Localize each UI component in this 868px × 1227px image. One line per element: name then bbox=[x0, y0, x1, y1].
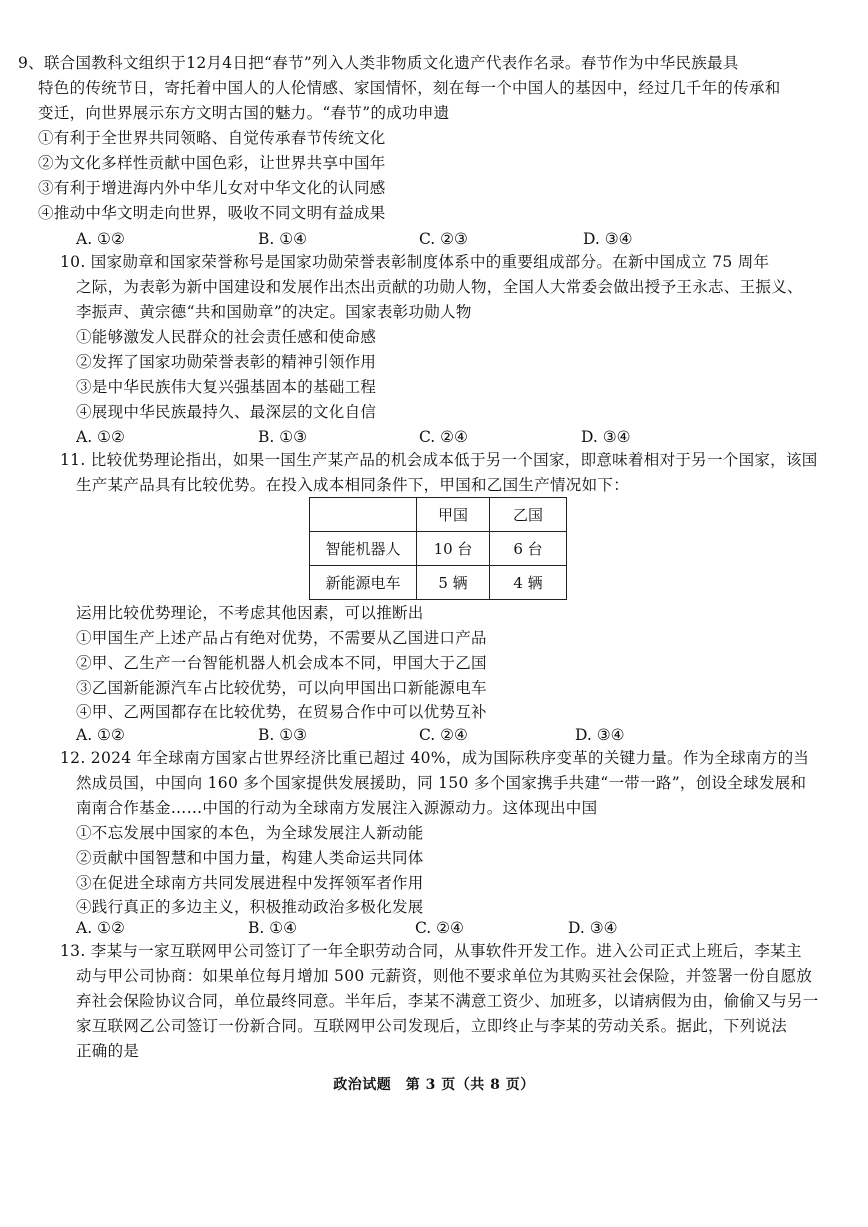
production-table bbox=[309, 497, 567, 600]
table-cell: 4 辆 bbox=[490, 566, 567, 600]
q12-line-2: 然成员国，中国向 160 多个国家提供发展援助，同 150 多个国家携手共建“一带一路”，创设全球发展和 bbox=[76, 774, 807, 792]
q11-option-4: ④甲、乙两国都存在比较优势，在贸易合作中可以优势互补 bbox=[76, 703, 487, 721]
q10-line-3: 李振声、黄宗德“共和国勋章”的决定。国家表彰功勋人物 bbox=[76, 303, 472, 321]
q12-line-3: 南南合作基金……中国的行动为全球南方发展注入源源动力。这体现出中国 bbox=[76, 799, 598, 817]
q9-option-2: ②为文化多样性贡献中国色彩，让世界共享中国年 bbox=[38, 154, 386, 172]
page-footer: 政治试题 第 3 页（共 8 页） bbox=[333, 1077, 535, 1093]
q12-option-1: ①不忘发展中国家的本色，为全球发展注人新动能 bbox=[76, 824, 424, 842]
q12-choice-d: D. ③④ bbox=[568, 919, 618, 937]
table-cell: 6 台 bbox=[490, 532, 567, 566]
q10-line-1: 10. 国家勋章和国家荣誉称号是国家功勋荣誉表彰制度体系中的重要组成部分。在新中国成立 75 周年 bbox=[60, 253, 770, 271]
q9-choice-b: B. ①④ bbox=[258, 230, 308, 248]
q12-line-1: 12. 2024 年全球南方国家占世界经济比重已超过 40%，成为国际秩序变革的关键力量。作为全球南方的当 bbox=[60, 749, 810, 767]
q11-choice-a: A. ①② bbox=[76, 726, 125, 744]
q12-option-3: ③在促进全球南方共同发展进程中发挥领军者作用 bbox=[76, 874, 424, 892]
q11-choice-c: C. ②④ bbox=[419, 726, 468, 744]
q13-line-1: 13. 李某与一家互联网甲公司签订了一年全职劳动合同，从事软件开发工作。进入公司正式上班后，李某主 bbox=[60, 942, 802, 960]
q13-line-5: 正确的是 bbox=[76, 1042, 140, 1060]
q12-choice-a: A. ①② bbox=[76, 919, 125, 937]
q12-option-4: ④践行真正的多边主义，积极推动政治多极化发展 bbox=[76, 898, 424, 916]
q9-choice-d: D. ③④ bbox=[583, 230, 633, 248]
q10-line-2: 之际，为表彰为新中国建设和发展作出杰出贡献的功勋人物，全国人大常委会做出授予王永志、王振义、 bbox=[76, 278, 803, 296]
q9-option-1: ①有利于全世界共同领略、自觉传承春节传统文化 bbox=[38, 129, 386, 147]
q10-option-4: ④展现中华民族最持久、最深层的文化自信 bbox=[76, 403, 377, 421]
table-cell: 10 台 bbox=[417, 532, 490, 566]
q10-choice-b: B. ①③ bbox=[258, 428, 308, 446]
table-row bbox=[310, 566, 567, 600]
q12-option-2: ②贡献中国智慧和中国力量，构建人类命运共同体 bbox=[76, 849, 424, 867]
q11-line-3: 运用比较优势理论，不考虑其他因素，可以推断出 bbox=[76, 604, 424, 622]
q10-choice-a: A. ①② bbox=[76, 428, 125, 446]
q9-line-3: 变迁，向世界展示东方文明古国的魅力。“春节”的成功申遗 bbox=[38, 104, 450, 122]
q11-option-1: ①甲国生产上述产品占有绝对优势，不需要从乙国进口产品 bbox=[76, 629, 487, 647]
q11-choice-d: D. ③④ bbox=[575, 726, 625, 744]
table-cell: 新能源电车 bbox=[310, 566, 417, 600]
q9-option-3: ③有利于增进海内外中华儿女对中华文化的认同感 bbox=[38, 179, 386, 197]
q10-choice-c: C. ②④ bbox=[419, 428, 468, 446]
q10-option-1: ①能够激发人民群众的社会责任感和使命感 bbox=[76, 328, 377, 346]
table-header-cell: 甲国 bbox=[417, 498, 490, 532]
q12-choice-b: B. ①④ bbox=[248, 919, 298, 937]
table-header-cell bbox=[310, 498, 417, 532]
table-header-cell: 乙国 bbox=[490, 498, 567, 532]
q11-line-2: 生产某产品具有比较优势。在投入成本相同条件下，甲国和乙国生产情况如下： bbox=[76, 476, 630, 494]
q11-line-1: 11. 比较优势理论指出，如果一国生产某产品的机会成本低于另一个国家，即意味着相对于另一个国家，该国 bbox=[60, 451, 818, 469]
q9-option-4: ④推动中华文明走向世界，吸收不同文明有益成果 bbox=[38, 204, 386, 222]
q9-choice-a: A. ①② bbox=[76, 230, 125, 248]
q10-option-2: ②发挥了国家功勋荣誉表彰的精神引领作用 bbox=[76, 353, 377, 371]
q9-line-1: 9、联合国教科文组织于12月4日把“春节”列入人类非物质文化遗产代表作名录。春节作为中华民族最具 bbox=[18, 54, 739, 72]
q11-option-3: ③乙国新能源汽车占比较优势，可以向甲国出口新能源电车 bbox=[76, 679, 487, 697]
table-header-row bbox=[310, 498, 567, 532]
q10-choice-d: D. ③④ bbox=[581, 428, 631, 446]
q10-option-3: ③是中华民族伟大复兴强基固本的基础工程 bbox=[76, 378, 377, 396]
q13-line-4: 家互联网乙公司签订一份新合同。互联网甲公司发现后，立即终止与李某的劳动关系。据此，下列说法 bbox=[76, 1017, 788, 1035]
q13-line-3: 弃社会保险协议合同，单位最终同意。半年后，李某不满意工资少、加班多，以请病假为由，偷偷又与另一 bbox=[76, 992, 819, 1010]
q9-choice-c: C. ②③ bbox=[419, 230, 468, 248]
table-cell: 智能机器人 bbox=[310, 532, 417, 566]
q9-line-2: 特色的传统节日，寄托着中国人的人伦情感、家国情怀，刻在每一个中国人的基因中，经过几千年的传承和 bbox=[38, 79, 781, 97]
q11-choice-b: B. ①③ bbox=[258, 726, 308, 744]
q12-choice-c: C. ②④ bbox=[415, 919, 464, 937]
table-cell: 5 辆 bbox=[417, 566, 490, 600]
table-row bbox=[310, 532, 567, 566]
q13-line-2: 动与甲公司协商：如果单位每月增加 500 元薪资，则他不要求单位为其购买社会保险，并签署一份自愿放 bbox=[76, 967, 813, 985]
q11-option-2: ②甲、乙生产一台智能机器人机会成本不同，甲国大于乙国 bbox=[76, 654, 487, 672]
